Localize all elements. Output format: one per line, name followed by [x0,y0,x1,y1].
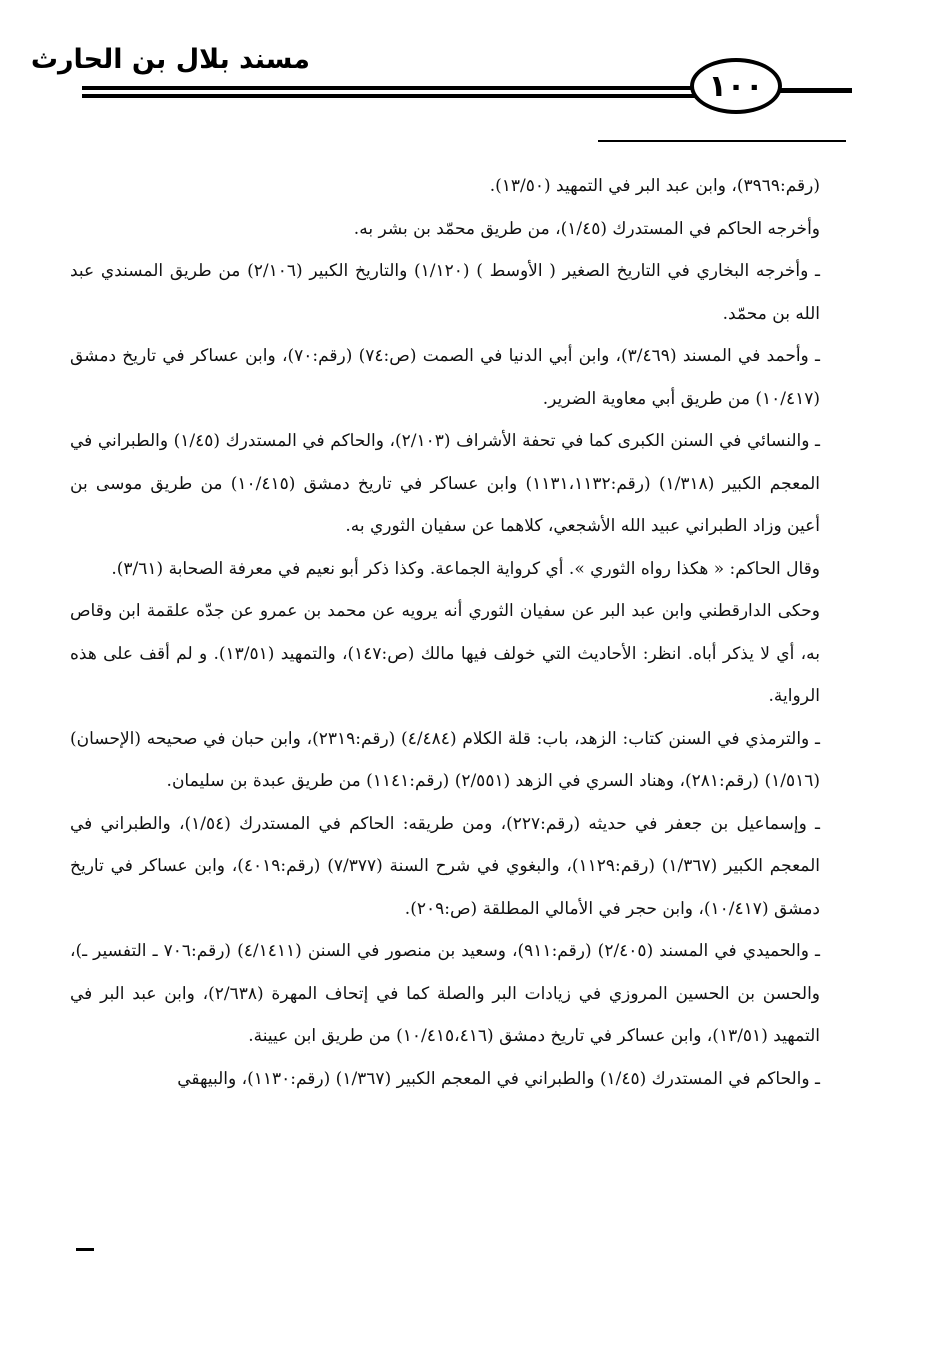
paragraph-6: وقال الحاكم: « هكذا رواه الثوري ». أي كرواية الجماعة. وكذا ذكر أبو نعيم في معرفة الصحابة (٣/٦١). [111,558,820,579]
paragraph-5: ـ والنسائي في السنن الكبرى كما في تحفة الأشراف (٢/١٠٣)، والحاكم في المستدرك (١/٤٥) والطبراني في المعجم الكبير (١/٣١٨) (رقم:١١٣١،١١٣٢) وابن عساكر في تاريخ دمشق (١٠/٤١٥) من طريق موسى بن أعين وزاد الطبراني عبيد الله الأشجعي، كلاهما عن سفيان الثوري به. [70,431,821,536]
paragraph-4: ـ وأحمد في المسند (٣/٤٦٩)، وابن أبي الدنيا في الصمت (ص:٧٤) (رقم:٧٠)، وابن عساكر في تاريخ دمشق (١٠/٤١٧) من طريق أبي معاوية الضرير. [70,346,821,409]
continuation-mark [76,1248,94,1251]
paragraph-10: ـ والحميدي في المسند (٢/٤٠٥) (رقم:٩١١)، وسعيد بن منصور في السنن (٤/١٤١١) (رقم:٧٠٦ ـ التفسير ـ)، والحسن بن الحسين المروزي في زيادات البر والصلة كما في إتحاف المهرة (٢/٦٣٨)، وابن عبد البر في التمهيد (١٣/٥١)، وابن عساكر في تاريخ دمشق (١٠/٤١٥،٤١٦) من طريق ابن عيينة. [70,941,821,1046]
header-rule-lower [82,94,700,98]
paragraph-3: ـ وأخرجه البخاري في التاريخ الصغير ( الأوسط ) (١/١٢٠) والتاريخ الكبير (٢/١٠٦) من طريق المسندي عبد الله بن محمّد. [70,261,820,324]
page-number-badge [690,58,782,114]
paragraph-1: (رقم:٣٩٦٩)، وابن عبد البر في التمهيد (١٣/٥٠). [489,176,820,196]
paragraph-8: ـ والترمذي في السنن كتاب: الزهد، باب: قلة الكلام (٤/٤٨٤) (رقم:٢٣١٩)، وابن حبان في صحيحه (الإحسان) (١/٥١٦) (رقم:٢٨١)، وهناد السري في الزهد (٢/٥٥١) (رقم:١١٤١) من طريق عبدة بن سليمان. [70,728,821,791]
paragraph-11: ـ والحاكم في المستدرك (١/٤٥) والطبراني في المعجم الكبير (١/٣٦٧) (رقم:١١٣٠)، والبيهقي [177,1068,820,1089]
footnote-text [70,165,820,1100]
paragraph-2: وأخرجه الحاكم في المستدرك (١/٤٥)، من طريق محمّد بن بشر به. [353,218,820,239]
header-rule-right [772,88,852,93]
paragraph-9: ـ وإسماعيل بن جعفر في حديثه (رقم:٢٢٧)، ومن طريقه: الحاكم في المستدرك (١/٥٤)، والطبراني في المعجم الكبير (١/٣٦٧) (رقم:١١٢٩)، والبغوي في شرح السنة (٧/٣٧٧) (رقم:٤٠١٩)، وابن عساكر في تاريخ دمشق (١٠/٤١٧)، وابن حجر في الأمالي المطلقة (ص:٢٠٩). [70,813,821,919]
paragraph-7: وحكى الدارقطني وابن عبد البر عن سفيان الثوري أنه يرويه عن محمد بن عمرو عن جدّه علقمة ابن وقاص به، أي لا يذكر أباه. انظر: الأحاديث التي خولف فيها مالك (ص:١٤٧)، والتمهيد (١٣/٥١). و لم أقف على هذه الرواية. [70,601,820,706]
header-rule-upper [82,86,700,90]
page-number: ١٠٠ [708,68,764,104]
running-title: مسند بلال بن الحارث [30,44,310,75]
footnote-separator [598,140,846,142]
